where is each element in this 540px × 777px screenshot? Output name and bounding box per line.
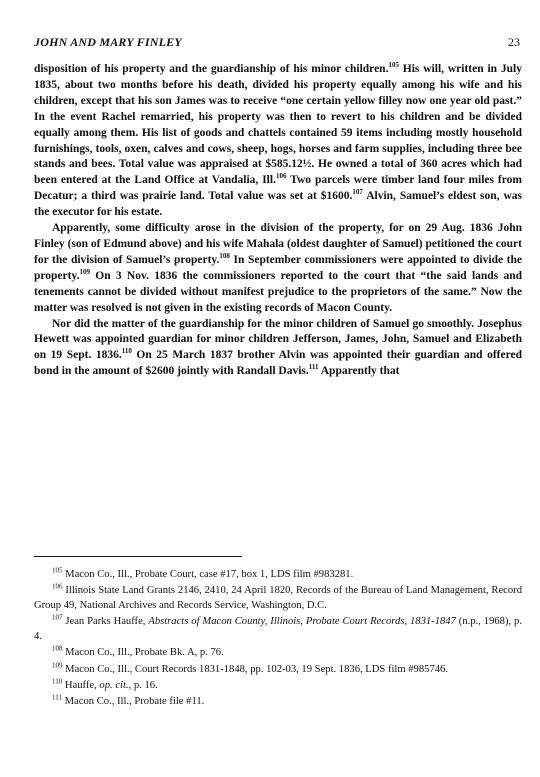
footnote-ref-111: 111 — [308, 363, 319, 372]
body-text — [34, 62, 522, 380]
text-run: In September commissioners were appointed to divide the property. — [34, 253, 522, 282]
paragraph-3 — [34, 317, 522, 381]
footnote-italic: op. cit. — [99, 679, 129, 691]
footnote-106 — [34, 583, 522, 613]
footnote-divider — [34, 556, 242, 557]
footnote-book-title: Abstracts of Macon County, Illinois, Probate Court Records, 1831-1847 — [148, 616, 456, 628]
footnote-number: 105 — [52, 566, 63, 575]
footnote-number: 109 — [52, 661, 63, 670]
footnote-ref-105: 105 — [388, 61, 399, 70]
footnote-109 — [34, 662, 522, 677]
footnote-ref-107: 107 — [352, 188, 363, 197]
text-run: Apparently, some difficulty arose in the division of the property, for on 29 Aug. 1836 John Finley (son of Edmund above) and his wife Mahala (oldest daughter of Samuel) petitioned the court for the division of Samuel’s property. — [34, 222, 522, 266]
footnote-text: Macon Co., Ill., Court Records 1831-1848, pp. 102-03, 19 Sept. 1836, LDS film #985746. — [65, 663, 448, 675]
footnote-ref-106: 106 — [275, 172, 287, 181]
page-number: 23 — [508, 35, 520, 49]
text-run: On 25 March 1837 brother Alvin was appointed their guardian and offered bond in the amount of $2600 jointly with Randall Davis. — [34, 349, 523, 378]
running-head: JOHN AND MARY FINLEY — [34, 35, 182, 49]
footnote-number: 110 — [52, 677, 63, 686]
text-run: His will, written in July 1835, about two months before his death, divided his property equally among his wife and his children, except that his son James was to receive “one certain yellow filley now one year old past.” In the event Rachel remarried, his property was then to revert to his children and be divided equally among them. His list of goods and chattels contained 59 items including mostly household furnishings, tools, oxen, calves and cows, sheep, hogs, horses and farm supplies, including three bee stands and bees. Total value was appraised at $585.12½. He owned a total of 360 acres which had been entered at the Land Office at Vandalia, Ill. — [34, 63, 522, 187]
footnote-ref-108: 108 — [219, 252, 230, 261]
text-run: Two parcels were timber land four miles from Decatur; a third was prairie land. Total value was set at $1600. — [34, 174, 522, 203]
footnote-108 — [34, 645, 522, 660]
footnote-ref-110: 110 — [121, 347, 132, 356]
footnote-text: Illinois State Land Grants 2146, 2410, 24 April 1820, Records of the Bureau of Land Management, Record Group 49, National Archives and Records Service, Washington, D.C. — [34, 585, 522, 612]
text-run: Nor did the matter of the guardianship for the minor children of Samuel go smoothly. Josephus Hewett was appointed guardian for minor children Jefferson, James, John, Samuel and Elizabeth on 19 Sept. 1836. — [34, 317, 522, 362]
text-run: On 3 Nov. 1836 the commissioners reported to the court that “the said lands and tenements cannot be divided without manifest prejudice to the proprietors of the same.” Now the matter was resolved is not given in the existing records of Macon County. — [34, 269, 522, 314]
text-run: disposition of his property and the guardianship of his minor children. — [34, 63, 389, 75]
footnote-text: Jean Parks Hauffe, — [65, 616, 149, 628]
footnote-ref-109: 109 — [79, 267, 90, 276]
footnote-text: (n.p., 1968), p. 4. — [34, 616, 522, 643]
footnote-number: 106 — [52, 582, 63, 591]
text-run: Alvin, Samuel’s eldest son, was the executor for his estate. — [34, 190, 523, 219]
footnotes — [34, 567, 522, 710]
footnote-number: 111 — [52, 693, 62, 702]
footnote-text: Macon Co., Ill., Probate file #11. — [64, 695, 205, 707]
footnote-110 — [34, 678, 522, 693]
footnote-number: 108 — [52, 644, 63, 653]
footnote-107 — [34, 614, 522, 644]
paragraph-2 — [34, 221, 522, 316]
footnote-number: 107 — [52, 613, 63, 622]
text-run: Apparently that — [318, 365, 400, 378]
footnote-105 — [34, 567, 522, 582]
footnote-111 — [34, 694, 522, 709]
footnote-text: , p. 16. — [128, 679, 158, 691]
paragraph-1 — [34, 62, 522, 221]
footnote-text: Hauffe, — [64, 679, 100, 691]
footnote-text: Macon Co., Ill., Probate Bk. A, p. 76. — [65, 647, 224, 659]
footnote-text: Macon Co., Ill., Probate Court, case #17, box 1, LDS film #983281. — [65, 569, 354, 580]
